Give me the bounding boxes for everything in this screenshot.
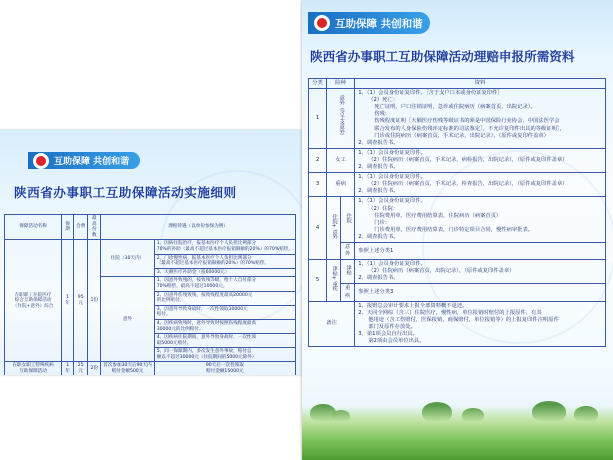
row-number: 1 (309, 89, 327, 149)
table-row (5, 362, 296, 375)
page-title: 陕西省办事职工互助保障活动理赔申报所需资料 (310, 49, 575, 64)
required-docs: 1、（1）会员身份证复印件。 （2）住院病历（病案首页，手术记录，检查报告，出院记录），（原件或复印件盖章） 2、调查报告书。 (355, 173, 606, 197)
insurance-type: 重病 (327, 173, 355, 197)
category-accident: 意外 (101, 277, 155, 362)
col-header: 分类 (309, 79, 327, 89)
notes-label: 备注 (309, 301, 355, 347)
plan-fee: 25元 (73, 362, 87, 375)
col-header: 最高份数 (88, 215, 101, 240)
page-title: 陕西省办事职工互助保障活动实施细则 (14, 185, 237, 200)
row-number: 3 (309, 173, 327, 197)
row-number: 2 (309, 148, 327, 172)
col-header: 会费 (73, 215, 87, 240)
plan-max: 2份 (88, 362, 101, 375)
benefit-item: 4、因疾病致残时，意外导致时按照伤残程度最高 30000元的比例赔付。 (154, 319, 295, 333)
insurance-type: 住院+意外 (327, 197, 341, 260)
table-row (309, 260, 606, 284)
required-docs: 1、（1）会员身份证复印件。［含于支户口本或身份证复印件］ （2）死亡： 死亡证明，户口注销证明，急诊或住院病历（病案首页，出院记录）。 伤残： 伤残程度证明［大额医疗伤残等级证书的须是中国保险行业协会、中国法医学会 联合发布的人身保险伤残评定标准的司法鉴定］，不允许复印件出具的等级证明］， 门诊或住院病历（病案首页，手术记录，出院记录），（原件或复印件盖章） 2、调查报告书。 (355, 89, 606, 149)
col-header: 保障活动名称 (5, 215, 62, 240)
insurance-subtype: 重疾 (341, 284, 355, 301)
benefit-item: 2、门诊慢性病，报基本医疗个人负担比例部分 （最高不超过基本医疗报销限额的20%）的70%赔偿。 (154, 254, 295, 268)
row-number: 4 (309, 197, 327, 260)
required-docs: 参照上述分类1 (355, 242, 606, 259)
insurance-type: 女工 (327, 148, 355, 172)
row-number: 5 (309, 260, 327, 301)
left-poster (0, 130, 302, 375)
category-hospital: 住院（30天内） (101, 240, 155, 277)
table-header-row (309, 79, 606, 89)
slogan-text: 互助保障 共创和谐 (54, 157, 130, 167)
slogan-text: 互助保障 共创和谐 (335, 17, 423, 30)
col-header: 理赔待遇（以单份参保为例） (101, 215, 296, 240)
rules-table (4, 214, 296, 375)
table-row (5, 240, 296, 254)
slogan-banner (28, 152, 140, 169)
col-header: 资料 (355, 79, 606, 89)
plan-fee: 95元 (73, 240, 87, 362)
union-logo-icon (314, 15, 330, 31)
grass-field (302, 405, 613, 460)
table-row (309, 89, 606, 149)
table-header-row (5, 215, 296, 240)
benefit-item: 3、大额医疗补助金（报60000元） (154, 268, 295, 277)
benefit-item: 1、因病住院治疗，报基本医疗个人负担比例部分 70%的补助（最高不超过基本医疗报销限额的20%）的70%赔偿。 (154, 240, 295, 254)
plan-max: 1份 (88, 240, 101, 362)
insurance-type: 意外（含于支意外） (327, 89, 355, 149)
claims-table (308, 78, 606, 347)
benefit-item: 90天后一次性领取 赔付金额15000元 (154, 362, 295, 375)
benefit-item: 3、因意外导致身故时，一次性领取30000元 赔付。 (154, 305, 295, 319)
table-row (309, 148, 606, 172)
required-docs: 参照上述分类3 (355, 284, 606, 301)
insurance-type: 津贴+重疾 (327, 260, 341, 301)
plan-name: 在职职工住院医疗 综合互助保障活动 （住院+意外）综合 (5, 240, 62, 362)
benefit-item: 首次参加30天后90天内 赔付金额500元 (101, 362, 155, 375)
slogan-banner (308, 12, 430, 34)
required-docs: 1、（1）会员身份证复印件。 （2）住院病历（病案首页，手术记录，病检报告，出院记录），（原件或复印件盖章） 2、调查报告书。 (355, 148, 606, 172)
insurance-subtype: 意外 (341, 242, 355, 259)
benefit-item: 4、因疾病住院期间，意外导致身故时，一次性领 取5000元赔付。 (154, 334, 295, 348)
insurance-subtype: 住院 (341, 197, 355, 243)
benefit-item: 5、同一保障期内，多次发生意外事故，赔付总 额以不超过30000元（住院期间的5000元除外） (154, 348, 295, 362)
table-row (309, 197, 606, 243)
right-poster (302, 0, 613, 460)
col-header: 险种 (327, 79, 355, 89)
plan-period: 1年 (62, 362, 74, 375)
col-header: 保期 (62, 215, 74, 240)
insurance-subtype: 津贴 (341, 260, 355, 284)
required-docs: 1、（1）会员身份证复印件。 （2）住院： 住院费用单，医疗费用结算表，住院病历（病案首页） 门诊： 门诊费用单，医疗费用结算表，门诊特定项目合同，慢性病审批表。 2、调查报告书。 (355, 197, 606, 243)
notes-text: 1、报赔总会审计要求上报全部资料概不退还。 2、天同全网综（含三）住院医疗，慢性病，单位报销时赔付的上报原件，有其 他用途（含工伤赔付，医保报销，商保赔付，单位报销等）的上报复印件注明原件 部门及原件存放处。 3、第1项会员自行出具。 第2项由会员单位出具。 (355, 301, 606, 347)
benefit-item: 1、因意外致残的，按致残等级，给个人自付部分 70%赔偿，最高不超过10000元。 (154, 277, 295, 291)
plan-period: 1年 (62, 240, 74, 362)
plan-name: 在职女职工特殊疾病 互助保障活动 (5, 362, 62, 375)
required-docs: 1、（1）会员身份证复印件。 （2）住院病历（病案首页，出院记录），（原件或复印件盖章） 2、调查报告书。 (355, 260, 606, 284)
table-row (309, 173, 606, 197)
union-logo-icon (33, 153, 49, 169)
benefit-item: 2、因意外伤残致残，按致残程度最高20000元 的比例赔付。 (154, 291, 295, 305)
notes-row (309, 301, 606, 347)
